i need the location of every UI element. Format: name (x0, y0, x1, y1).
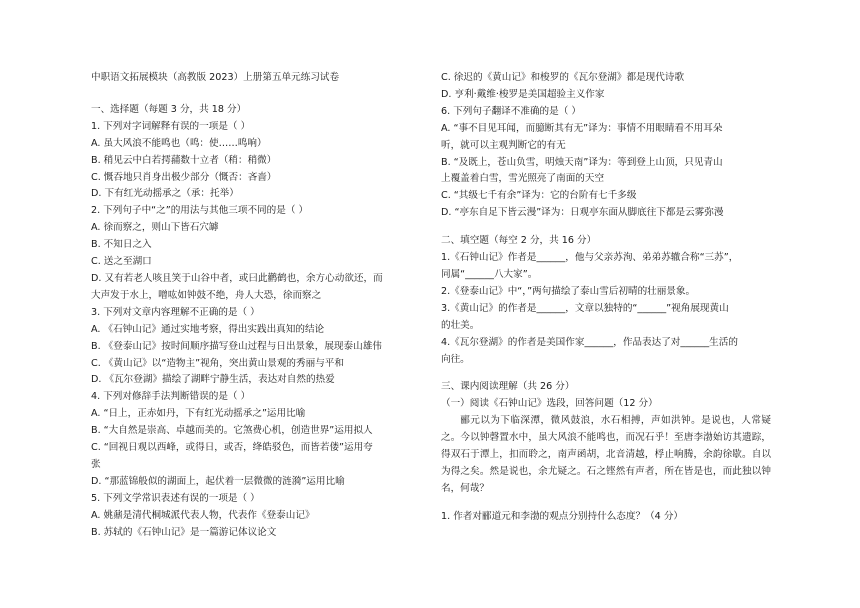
question-3-stem: 3. 下列对文章内容理解不正确的是（ ） (91, 306, 260, 318)
left-column (91, 70, 421, 541)
fill-3-line2: 的壮美。 (441, 319, 480, 331)
section-heading-choice: 一、选择题（每题 3 分，共 18 分） (91, 103, 247, 115)
question-6-option-d: D. “亭东自足下皆云漫”译为：日观亭东面从脚底往下都是云雾弥漫 (441, 207, 724, 219)
question-4-option-b: B. “大自然是崇高、卓越而美的。它煞费心机，创造世界”运用拟人 (91, 425, 373, 437)
question-3-option-d: D. 《瓦尔登湖》描绘了湖畔宁静生活，表达对自然的热爱 (91, 374, 335, 386)
question-5-option-a: A. 姚鼐是清代桐城派代表人物，代表作《登泰山记》 (91, 509, 315, 521)
question-2-option-d-line1: D. 又有若老人咳且笑于山谷中者，或曰此鹳鹤也，余方心动欲还，而 (91, 272, 383, 284)
question-3-option-b: B. 《登泰山记》按时间顺序描写登山过程与日出景象，展现泰山雄伟 (91, 340, 382, 352)
question-1-option-d: D. 下有红光动摇承之（承：托举） (91, 188, 239, 200)
question-6-option-a-line1: A. “事不目见耳闻，而臆断其有无”译为：事情不用眼睛看不用耳朵 (441, 122, 723, 134)
question-1-stem: 1. 下列对字词解释有误的一项是（ ） (91, 120, 251, 132)
question-4-option-a: A. “日上，正赤如丹，下有红光动摇承之”运用比喻 (91, 408, 306, 420)
question-3-option-c: C. 《黄山记》以“造物主”视角，突出黄山景观的秀丽与平和 (91, 357, 344, 369)
fill-3-line1: 3.《黄山记》的作者是______，文章以独特的“______”视角展现黄山 (441, 302, 729, 314)
reading-sub-heading: （一）阅读《石钟山记》选段，回答问题（12 分） (441, 398, 658, 410)
section-heading-fill: 二、填空题（每空 2 分，共 16 分） (441, 235, 597, 247)
question-4-stem: 4. 下列对修辞手法判断错误的是（ ） (91, 391, 251, 403)
question-2-option-c: C. 送之至湖口 (91, 256, 152, 268)
question-6-option-a-line2: 听，就可以主观判断它的有无 (441, 139, 566, 151)
question-2-option-b: B. 不知日之入 (91, 239, 152, 251)
question-5-option-c: C. 徐迟的《黄山记》和梭罗的《瓦尔登湖》都是现代诗歌 (441, 72, 685, 83)
fill-1-line1: 1.《石钟山记》作者是______，他与父亲苏洵、弟弟苏辙合称“三苏”， (441, 252, 739, 264)
question-6-option-c: C. “其级七千有余”译为：它的台阶有七千多级 (441, 190, 637, 202)
exam-title: 中职语文拓展模块（高教版 2023）上册第五单元练习试卷 (91, 72, 340, 83)
question-1-option-b: B. 稍见云中白若摴蒱数十立者（稍：稍微） (91, 154, 277, 166)
question-2-option-d-line2: 大声发于水上，噌吰如钟鼓不绝，舟人大恐，徐而察之 (91, 289, 322, 301)
question-6-option-b-line2: 上覆盖着白雪，雪光照亮了南面的天空 (441, 173, 605, 185)
question-2-stem: 2. 下列句子中“之”的用法与其他三项不同的是（ ） (91, 205, 309, 217)
question-5-stem: 5. 下列文学常识表述有误的一项是（ ） (91, 492, 260, 504)
reading-question-1: 1. 作者对郦道元和李渤的观点分别持什么态度？（4 分） (441, 510, 684, 522)
question-5-option-d: D. 亨利·戴维·梭罗是美国超验主义作家 (441, 88, 605, 100)
section-heading-reading: 三、课内阅读理解（共 26 分） (441, 381, 575, 393)
question-6-option-b-line1: B. “及既上，苍山负雪，明烛天南”译为：等到登上山顶，只见青山 (441, 156, 723, 168)
question-1-option-c: C. 慨吞地只肖身出极少部分（慨否：吝啬） (91, 171, 277, 183)
fill-4-line2: 向往。 (441, 353, 470, 365)
question-4-option-c-line1: C. “回视日观以西峰，或得日，或否，绛皓驳色，而皆若偻”运用夸 (91, 442, 373, 454)
question-5-option-b: B. 苏轼的《石钟山记》是一篇游记体议论文 (91, 526, 277, 538)
right-column (441, 70, 771, 526)
question-3-option-a: A. 《石钟山记》通过实地考察，得出实践出真知的结论 (91, 323, 325, 335)
question-4-option-d: D. “那蓝锦般似的湖面上，起伏着一层微微的涟漪”运用比喻 (91, 475, 345, 487)
question-2-option-a: A. 徐而察之，则山下皆石穴罅 (91, 222, 219, 234)
question-6-stem: 6. 下列句子翻译不准确的是（ ） (441, 105, 581, 117)
fill-1-line2: 同属“______八大家”。 (441, 268, 538, 280)
reading-passage: 郦元以为下临深潭，微风鼓浪，水石相搏，声如洪钟。是说也，人常疑之。今以钟磬置水中，虽大风浪不能鸣也，而况石乎！至唐李渤始访其遗踪，得双石于潭上，扣而聆之，南声函胡，北音清越，桴止响腾，余韵徐歇。自以为得之矣。然是说也，余尤疑之。石之铿然有声者，所在皆是也，而此独以钟名，何哉？ (441, 415, 771, 494)
question-4-option-c-line2: 张 (91, 458, 101, 470)
fill-2: 2.《登泰山记》中“，”两句描绘了泰山雪后初晴的壮丽景象。 (441, 285, 696, 297)
fill-4-line1: 4.《瓦尔登湖》的作者是美国作家______，作品表达了对______生活的 (441, 336, 738, 348)
question-1-option-a: A. 虽大风浪不能鸣也（鸣：使……鸣响） (91, 137, 267, 149)
